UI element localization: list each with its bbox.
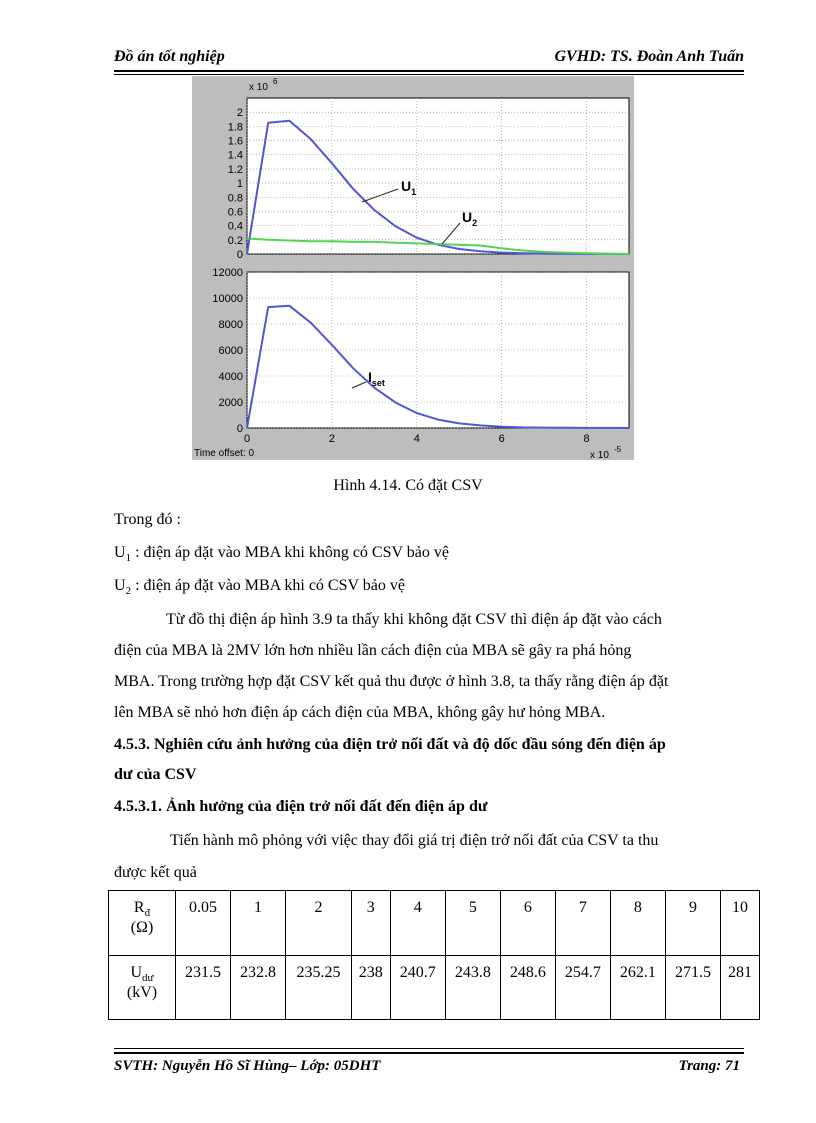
top-ytick-labels <box>228 107 243 261</box>
table-cell: 254.7 <box>555 955 610 1020</box>
trong-do-label: Trong đó : <box>114 511 181 528</box>
footer-left: SVTH: Nguyễn Hồ Sĩ Hùng– Lớp: 05DHT <box>114 1058 381 1074</box>
table-header-rd: $R_đ$ (Ω) <box>109 891 176 956</box>
table-cell: 240.7 <box>390 955 445 1020</box>
table-cell: 8 <box>610 891 665 956</box>
top-ytick-label: 1.4 <box>227 149 243 162</box>
u2-annotation: $U_2$ <box>462 209 478 228</box>
table-cell: 10 <box>720 891 759 956</box>
time-offset-label: Time offset: 0 <box>194 448 255 459</box>
table-cell: 231.5 <box>176 955 231 1020</box>
table-cell: 9 <box>665 891 720 956</box>
footer-rule-thin <box>114 1048 744 1049</box>
bottom-ytick-label: 10000 <box>212 293 243 305</box>
bottom-ytick-label: 4000 <box>218 371 243 383</box>
top-ytick-label: 0 <box>236 249 243 261</box>
u1-definition: $U_1$ : điện áp đặt vào MBA khi không có CSV bảo vệ <box>114 544 449 565</box>
bottom-x-exponent-value: -5 <box>614 445 622 454</box>
para1-line3: MBA. Trong trường hợp đặt CSV kết quả thu được ở hình 3.8, ta thấy rằng điện áp đặt <box>114 673 669 690</box>
u2-definition: $U_2$ : điện áp đặt vào MBA khi có CSV bảo vệ <box>114 577 405 598</box>
table-cell: 243.8 <box>445 955 500 1020</box>
para1-line1: Từ đồ thị điện áp hình 3.9 ta thấy khi không đặt CSV thì điện áp đặt vào cách <box>166 611 662 628</box>
table-cell: 3 <box>351 891 390 956</box>
table-row-udu <box>109 955 760 1020</box>
top-plot-area <box>247 98 629 254</box>
bottom-xtick-label: 8 <box>583 433 590 445</box>
bottom-xtick-labels <box>244 433 590 445</box>
table-cell: 238 <box>351 955 390 1020</box>
page-footer <box>114 1058 740 1080</box>
page-header <box>114 48 744 70</box>
results-table <box>108 890 760 1020</box>
header-right: GVHD: TS. Đoàn Anh Tuấn <box>554 48 744 65</box>
bottom-xtick-label: 0 <box>243 433 251 445</box>
table-cell: 262.1 <box>610 955 665 1020</box>
table-cell: 1 <box>231 891 286 956</box>
table-cell: 2 <box>286 891 352 956</box>
bottom-xtick-label: 4 <box>413 433 420 445</box>
para1-line2: điện của MBA là 2MV lớn hơn nhiều lần cách điện của MBA sẽ gây ra phá hỏng <box>114 642 632 659</box>
section-heading-453-line2: dư của CSV <box>114 766 197 783</box>
bottom-ytick-label: 12000 <box>212 267 243 279</box>
table-cell: 235.25 <box>286 955 352 1020</box>
top-ytick-label: 0.2 <box>227 234 243 247</box>
section-heading-4531: 4.5.3.1. Ảnh hưởng của điện trở nối đất đến điện áp dư <box>114 798 488 815</box>
table-cell: 5 <box>445 891 500 956</box>
top-ytick-label: 2 <box>236 107 243 120</box>
para1-line4: lên MBA sẽ nhỏ hơn điện áp cách điện của MBA, không gây hư hỏng MBA. <box>114 704 606 721</box>
bottom-xtick-label: 6 <box>498 433 505 445</box>
table-header-udu: $U_{dư}$ (kV) <box>109 955 176 1020</box>
top-ytick-label: 0.4 <box>227 220 243 233</box>
header-rule-thin <box>114 74 744 75</box>
bottom-ytick-labels <box>212 267 243 435</box>
table-row-rd <box>109 891 760 956</box>
iset-annotation: $I_{set}$ <box>368 369 385 388</box>
top-ytick-label: 1.2 <box>227 163 243 176</box>
table-cell: 7 <box>555 891 610 956</box>
bottom-ytick-label: 8000 <box>218 319 243 331</box>
chart-svg <box>192 76 634 460</box>
footer-rule-thick <box>114 1052 744 1054</box>
top-ytick-label: 0.6 <box>227 206 243 219</box>
para2-line2: được kết quả <box>114 864 197 881</box>
bottom-xtick-label: 2 <box>328 433 335 445</box>
bottom-ytick-label: 6000 <box>218 345 243 357</box>
figure-caption: Hình 4.14. Có đặt CSV <box>333 477 483 494</box>
footer-right: Trang: 71 <box>678 1058 740 1074</box>
bottom-ytick-label: 0 <box>236 423 243 435</box>
top-ytick-label: 1.8 <box>227 121 243 134</box>
top-ytick-label: 0.8 <box>227 192 243 205</box>
table-cell: 271.5 <box>665 955 720 1020</box>
para2-line1: Tiến hành mô phỏng với việc thay đổi giá trị điện trở nối đất của CSV ta thu <box>170 832 659 849</box>
table-cell: 281 <box>720 955 759 1020</box>
header-rule-thick <box>114 70 744 72</box>
u1-annotation: $U_1$ <box>401 178 417 197</box>
bottom-ytick-label: 2000 <box>218 397 243 409</box>
top-exponent-value: 6 <box>273 77 278 86</box>
table-cell: 248.6 <box>500 955 555 1020</box>
table-cell: 4 <box>390 891 445 956</box>
header-left: Đồ án tốt nghiệp <box>114 48 225 65</box>
table-cell: 232.8 <box>231 955 286 1020</box>
top-ytick-label: 1 <box>236 178 243 191</box>
section-heading-453-line1: 4.5.3. Nghiên cứu ảnh hưởng của điện trở nối đất và độ dốc đầu sóng đến điện áp <box>114 736 666 753</box>
top-exponent-label: x 10 <box>249 82 268 93</box>
table-cell: 0.05 <box>176 891 231 956</box>
top-ytick-label: 1.6 <box>227 135 243 148</box>
bottom-x-exponent-label: x 10 <box>590 450 609 460</box>
figure-4-14 <box>192 76 634 460</box>
table-cell: 6 <box>500 891 555 956</box>
